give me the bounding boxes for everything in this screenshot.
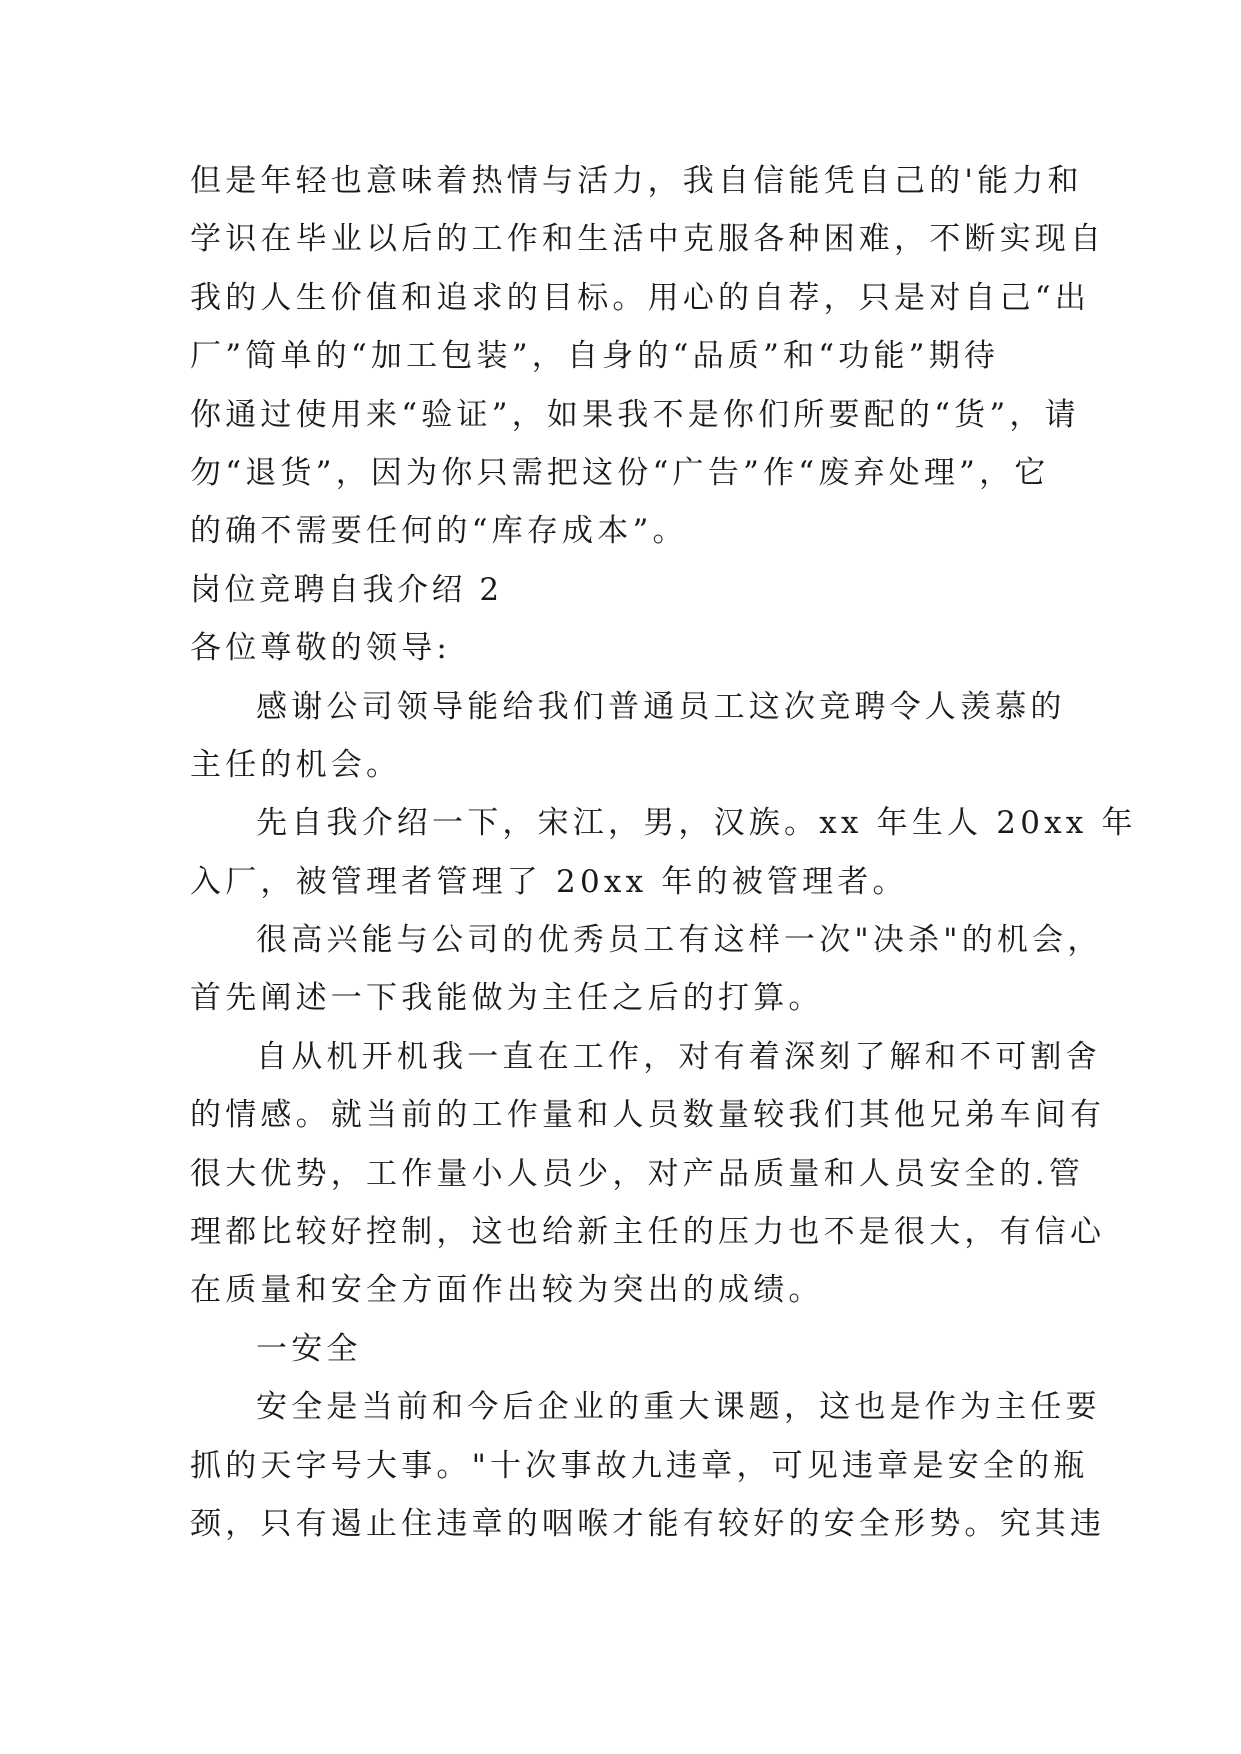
paragraph-line: 入厂，被管理者管理了 20xx 年的被管理者。 — [190, 863, 908, 900]
paragraph-line: 我的人生价值和追求的目标。用心的自荐，只是对自己“出 — [190, 279, 1091, 316]
paragraph-line: 抓的天字号大事。"十次事故九违章，可见违章是安全的瓶 — [190, 1447, 1089, 1484]
paragraph-line: 在质量和安全方面作出较为突出的成绩。 — [190, 1272, 824, 1309]
paragraph-line: 安全是当前和今后企业的重大课题，这也是作为主任要 — [256, 1389, 1101, 1426]
salutation: 各位尊敬的领导: — [190, 630, 452, 667]
paragraph-line: 感谢公司领导能给我们普通员工这次竞聘令人羡慕的 — [256, 688, 1066, 725]
paragraph-line: 很大优势，工作量小人员少，对产品质量和人员安全的.管 — [190, 1155, 1085, 1192]
section-heading: 岗位竞聘自我介绍 2 — [190, 571, 503, 608]
paragraph-line: 很高兴能与公司的优秀员工有这样一次"决杀"的机会， — [256, 922, 1103, 959]
paragraph-line: 你通过使用来“验证”，如果我不是你们所要配的“货”，请 — [190, 396, 1080, 433]
paragraph-line: 主任的机会。 — [190, 746, 402, 783]
paragraph-line: 颈，只有遏止住违章的咽喉才能有较好的安全形势。究其违 — [190, 1505, 1106, 1542]
paragraph-line: 但是年轻也意味着热情与活力，我自信能凭自己的'能力和 — [190, 163, 1083, 199]
paragraph-line: 的确不需要任何的“库存成本”。 — [190, 513, 688, 550]
paragraph-line: 自从机开机我一直在工作，对有着深刻了解和不可割舍 — [256, 1038, 1101, 1075]
paragraph-line: 厂”简单的“加工包装”，自身的“品质”和“功能”期待 — [190, 338, 1000, 375]
paragraph-line: 首先阐述一下我能做为主任之后的打算。 — [190, 980, 824, 1017]
paragraph-line: 勿“退货”，因为你只需把这份“广告”作“废弃处理”，它 — [190, 454, 1050, 491]
paragraph-line: 理都比较好控制，这也给新主任的压力也不是很大，有信心 — [190, 1214, 1106, 1251]
paragraph-line: 的情感。就当前的工作量和人员数量较我们其他兄弟车间有 — [190, 1097, 1106, 1134]
paragraph-line: 先自我介绍一下，宋江，男，汉族。xx 年生人 20xx 年 — [256, 805, 1137, 842]
document-body — [190, 152, 1137, 1553]
subsection-heading: 一安全 — [256, 1330, 362, 1367]
paragraph-line: 学识在毕业以后的工作和生活中克服各种困难，不断实现自 — [190, 221, 1106, 258]
